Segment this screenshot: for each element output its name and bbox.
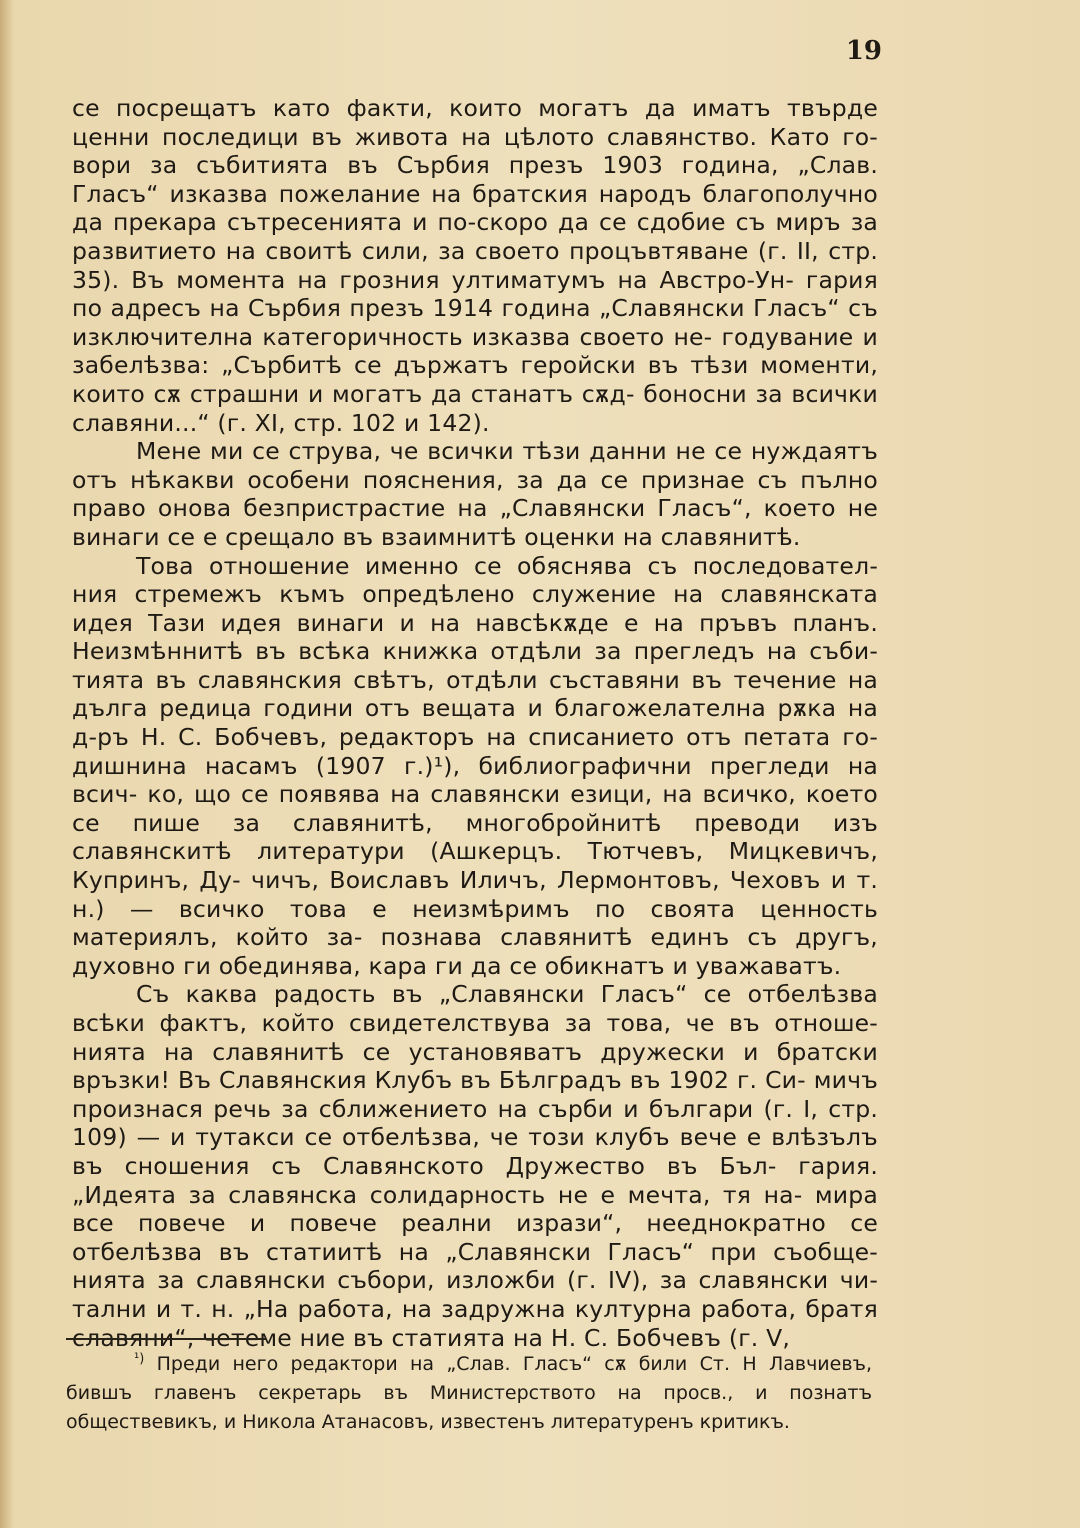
text-line: познава славянитѣ единъ съ другъ, духовно ги обединява, <box>72 923 878 980</box>
text-line: Неизмѣннитѣ въ всѣка книжка отдѣли за прегледъ на съби- <box>72 637 878 666</box>
text-line: братя славяни“, четеме ние въ статията на Н. С. Бобчевъ (г. V, <box>72 1294 878 1352</box>
text-line: да прекара сътресенията и по-скоро да се сдобие съ миръ <box>72 208 841 237</box>
text-line: тални и т. н. „На работа, на задружна културна работа, <box>72 1294 797 1323</box>
text-line: Съ каква радость въ „Славянски Гласъ“ се отбелѣзва <box>136 980 878 1009</box>
text-line: ко, що се появява на славянски езици, на всичко, което се <box>72 780 879 837</box>
text-line: дишнина насамъ (1907 г.)¹), библиографични прегледи на всич- <box>72 751 878 809</box>
text-line: се посрещатъ като факти, които могатъ да иматъ твърде <box>72 94 878 122</box>
text-line: ценни последици въ живота на цѣлото славянство. Като го- <box>72 122 878 151</box>
text-line: д-ръ Н. С. Бобчевъ, редакторъ на списанието отъ петата го- <box>72 723 878 752</box>
paragraph-4 <box>72 980 878 1352</box>
text-line: тѣзи моменти, които сѫ страшни и могатъ да станатъ сѫд- <box>72 351 878 408</box>
footnote <box>66 1350 872 1437</box>
text-line: винаги се е срещало въ взаимнитѣ оценки на славянитѣ. <box>72 522 801 551</box>
text-line: отъ нѣкакви особени пояснения, за да се признае съ пълно <box>72 465 878 494</box>
text-line: Гласъ“ изказва пожелание на братския народъ благополучно <box>72 179 878 208</box>
text-line: нията за славянски събори, изложби (г. IV), за славянски чи- <box>72 1266 878 1295</box>
text-line: Мене ми се струва, че всички тѣзи данни не се нуждаятъ <box>136 437 878 466</box>
text-line: стр. 35). Въ момента на грозния ултиматумъ на Австро-Ун- <box>72 236 878 294</box>
text-line: мира все повече и повече реални изрази“, нееднократно се <box>72 1180 878 1238</box>
text-line: пише за славянитѣ, многобройнитѣ преводи изъ славянскитѣ <box>72 808 878 866</box>
text-line: гария по адресъ на Сърбия презъ 1914 година „Славянски <box>72 265 878 323</box>
text-line: право онова безпристрастие на „Славянски Гласъ“, което не <box>72 494 878 523</box>
text-line: това е неизмѣримъ по своята ценность материялъ, който за- <box>72 894 879 952</box>
text-line: Това отношение именно се обяснява съ последовател- <box>136 551 878 580</box>
footnote-separator <box>66 1338 266 1340</box>
footnote-text: Преди него редактори на „Слав. Гласъ“ сѫ били Ст. Н Лавчиевъ, бившъ главенъ секретарь въ Министерството на просв., и познатъ обществевикъ, и Никола Атанасовъ, известенъ литературенъ критикъ. <box>66 1353 872 1433</box>
paragraph-3 <box>72 552 878 981</box>
text-line: връзки! Въ Славянския Клубъ въ Бѣлградъ въ 1902 г. Си- <box>72 1066 806 1095</box>
text-line: тията въ славянския свѣтъ, отдѣли съставяни въ течение на <box>72 665 878 694</box>
text-line: литератури (Ашкерцъ. Тютчевъ, Мицкевичъ, Купринъ, Ду- <box>72 837 878 895</box>
text-line: мичъ произнася речь за сближението на сърби и българи <box>72 1066 879 1123</box>
text-line: ния стремежъ къмъ опредѣлено служение на славянската <box>72 580 878 609</box>
page-number: 19 <box>845 36 882 66</box>
text-line: всѣки фактъ, който свидетелствува за това, че въ отноше- <box>72 1009 878 1037</box>
text-line: боносни за всички славяни...“ (г. XI, стр. 102 и 142). <box>72 379 878 437</box>
text-line: кара ги да се обикнатъ и уважаватъ. <box>368 951 842 980</box>
text-line: чичъ, Воиславъ Иличъ, Лермонтовъ, Чеховъ и т. н.) — всичко <box>72 866 879 923</box>
text-line: нията на славянитѣ се установяватъ дружески и братски <box>72 1037 878 1066</box>
text-line: влѣзълъ въ сношения съ Славянското Дружество въ Бъл- <box>72 1123 878 1180</box>
text-line: (г. I, стр. 109) — и тутакси се отбелѣзва, че този клубъ вече е <box>72 1094 878 1152</box>
footnote-marker: ¹) <box>134 1351 145 1367</box>
text-line: годувание и забелѣзва: „Сърбитѣ се държатъ геройски въ <box>72 322 879 380</box>
text-line: за развитието на своитѣ сили, за своето процъвтяване (г. II, <box>72 208 878 265</box>
main-text <box>72 94 878 1352</box>
text-line: вори за събитията въ Сърбия презъ 1903 година, „Слав. <box>72 151 878 180</box>
text-line: Гласъ“ съ изключителна категоричность изказва своето не- <box>72 294 878 351</box>
paragraph-1 <box>72 94 878 437</box>
paragraph-2 <box>72 437 878 551</box>
text-line: идея Тази идея винаги и на навсѣкѫде е на пръвъ планъ. <box>72 608 878 637</box>
text-line: дълга редица години отъ вещата и благожелателна рѫка на <box>72 694 878 723</box>
text-line: гария. „Идеята за славянска солидарность не е мечта, тя на- <box>72 1151 878 1209</box>
page-edge-shadow <box>0 0 14 1528</box>
text-line: отбелѣзва въ статиитѣ на „Славянски Гласъ“ при съобще- <box>72 1237 878 1266</box>
